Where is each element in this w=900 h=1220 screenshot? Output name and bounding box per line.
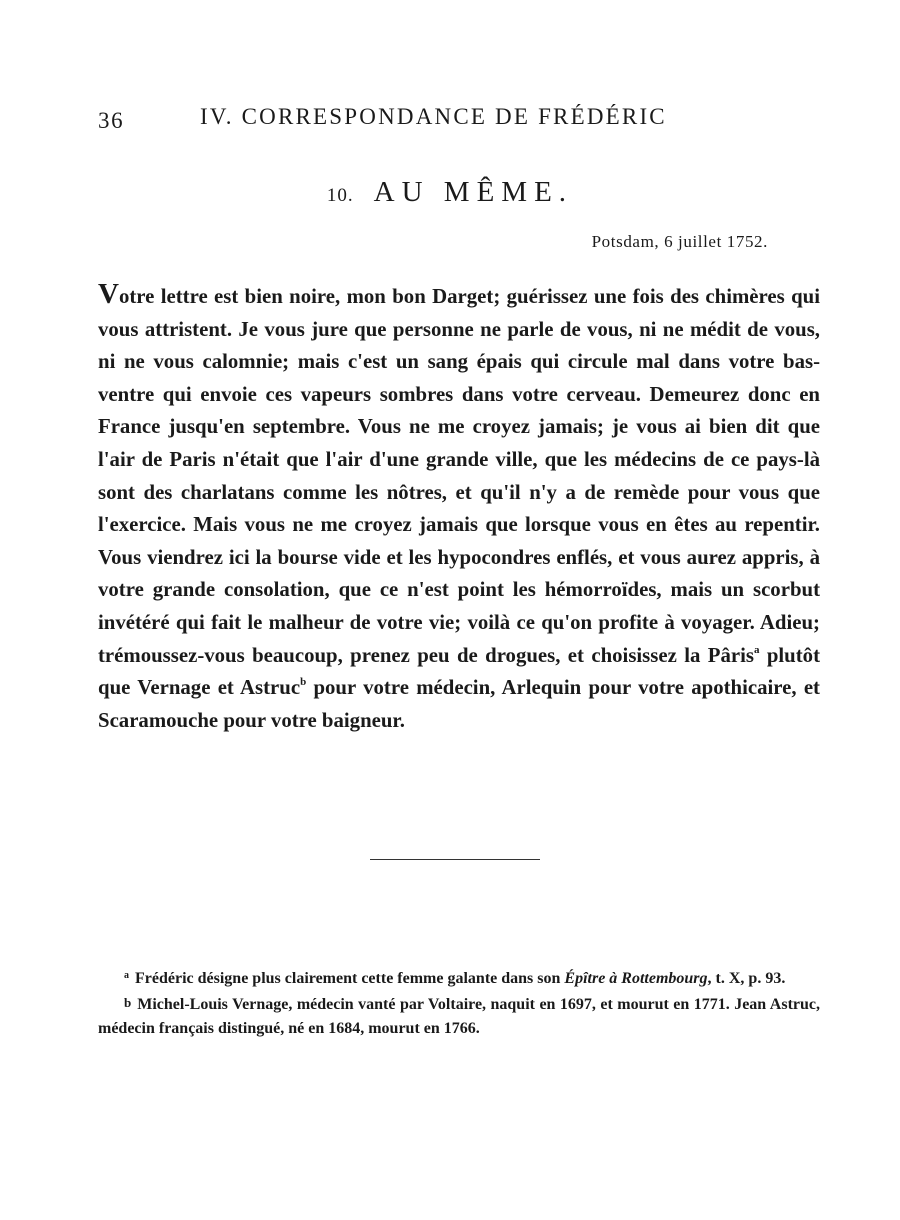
body-text-part-2: plutôt que Vernage et Astruc — [98, 643, 821, 700]
footnote-marker: b — [124, 995, 132, 1010]
letter-title — [0, 176, 900, 209]
footnotes — [98, 964, 820, 1041]
letter-number: 10. — [326, 185, 354, 206]
footnote-italic-title: Épître à Rottembourg — [564, 970, 708, 987]
footnote-ref-a: a — [753, 643, 760, 656]
footnote-a — [98, 964, 820, 991]
footnote-separator — [370, 859, 540, 860]
letter-paragraph — [98, 280, 820, 737]
footnote-b — [98, 991, 820, 1041]
dateline: Potsdam, 6 juillet 1752. — [591, 232, 768, 251]
drop-cap: V — [98, 278, 119, 310]
footnote-text: Michel-Louis Vernage, médecin vanté par Voltaire, naquit en 1697, et mourut en 1771. Jean Astruc, médecin français distingué, né en 1684, mourut en 1766. — [98, 996, 820, 1037]
letter-heading: AU MÊME. — [373, 176, 574, 208]
footnote-ref-b: b — [300, 676, 307, 689]
footnote-text: , t. X, p. 93. — [707, 970, 786, 987]
running-title: IV. CORRESPONDANCE DE FRÉDÉRIC — [200, 104, 667, 129]
page-number: 36 — [98, 108, 125, 133]
letter-body — [98, 280, 820, 737]
footnote-text: Frédéric désigne plus clairement cette femme galante dans son — [135, 970, 565, 987]
body-text-part-3: pour votre médecin, Arlequin pour votre apothicaire, et Scaramouche pour votre baigneur. — [98, 676, 820, 732]
footnote-marker: a — [124, 970, 129, 981]
body-text-part-1: otre lettre est bien noire, mon bon Darget; guérissez une fois des chimères qui vous attristent. Je vous jure que personne ne parle de vous, ni ne médit de vous, ni ne vous calomnie; mais c'est un sang épais qui circule mal dans votre bas-ventre qui envoie ces vapeurs sombres dans votre cerveau. Demeurez donc en France jusqu'en septembre. Vous ne me croyez jamais; je vous ai bien dit que l'air de Paris n'était que l'air d'une grande ville, que les médecins de ce pays-là sont des charlatans comme les nôtres, et qu'il n'y a de remède pour vous que l'exercice. Mais vous ne me croyez jamais que lorsque vous en êtes au repentir. Vous viendrez ici la bourse vide et les hypocondres enflés, et vous aurez appris, à votre grande consolation, que ce n'est point les hémorroïdes, mais un scorbut invétéré qui fait le malheur de votre vie; voilà ce qu'on profite à voyager. Adieu; trémoussez-vous beaucoup, prenez peu de drogues, et choisissez la Pâris — [98, 285, 820, 667]
